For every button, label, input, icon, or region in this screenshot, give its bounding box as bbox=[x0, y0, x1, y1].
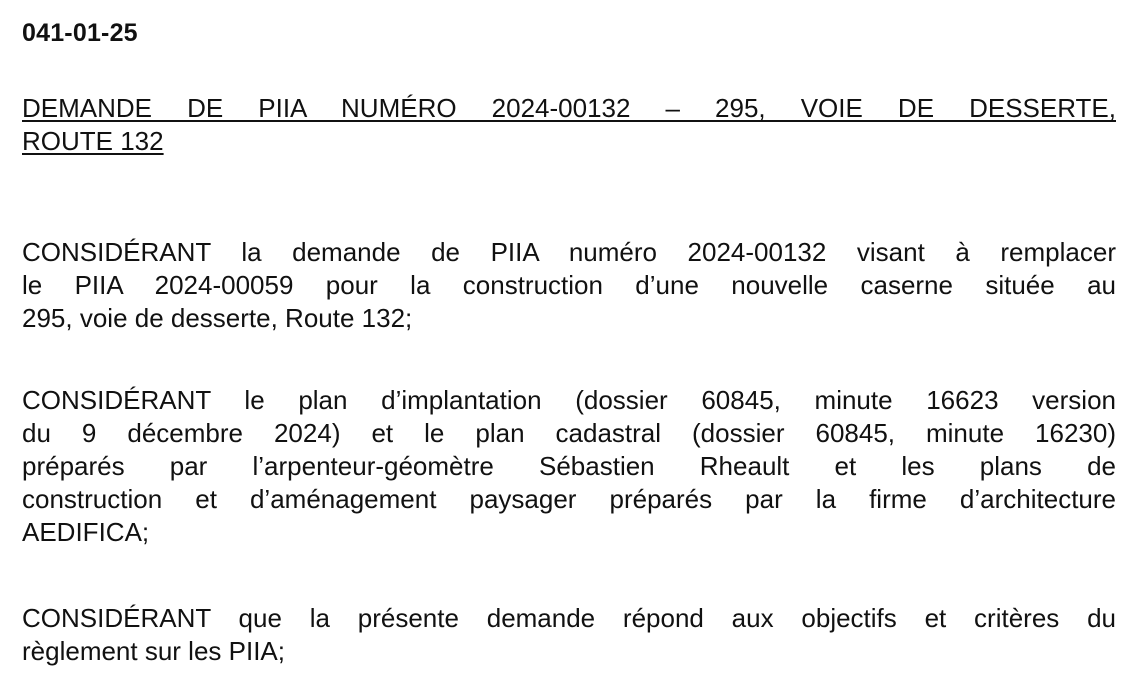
paragraph-line: CONSIDÉRANT le plan d’implantation (dossier 60845, minute 16623 version bbox=[22, 385, 1116, 415]
considerant-paragraph bbox=[22, 236, 1116, 335]
paragraph-line: du 9 décembre 2024) et le plan cadastral (dossier 60845, minute 16230) bbox=[22, 418, 1116, 448]
paragraph-line: règlement sur les PIIA; bbox=[22, 636, 285, 666]
paragraph-line: 295, voie de desserte, Route 132; bbox=[22, 303, 413, 333]
paragraph-line: AEDIFICA; bbox=[22, 517, 150, 547]
considerant-paragraph bbox=[22, 602, 1116, 668]
title-line: DEMANDE DE PIIA NUMÉRO 2024-00132 – 295, VOIE DE DESSERTE, bbox=[22, 93, 1116, 123]
resolution-number: 041-01-25 bbox=[22, 19, 138, 47]
considerant-paragraph bbox=[22, 384, 1116, 549]
paragraph-line: préparés par l’arpenteur-géomètre Sébastien Rheault et les plans de bbox=[22, 451, 1116, 481]
paragraph-line: le PIIA 2024-00059 pour la construction d’une nouvelle caserne située au bbox=[22, 270, 1116, 300]
title-line: ROUTE 132 bbox=[22, 126, 164, 156]
resolution-title bbox=[22, 92, 1116, 158]
document-page bbox=[22, 0, 1116, 694]
paragraph-line: CONSIDÉRANT que la présente demande répond aux objectifs et critères du bbox=[22, 603, 1116, 633]
paragraph-line: CONSIDÉRANT la demande de PIIA numéro 2024-00132 visant à remplacer bbox=[22, 237, 1116, 267]
paragraph-line: construction et d’aménagement paysager préparés par la firme d’architecture bbox=[22, 484, 1116, 514]
